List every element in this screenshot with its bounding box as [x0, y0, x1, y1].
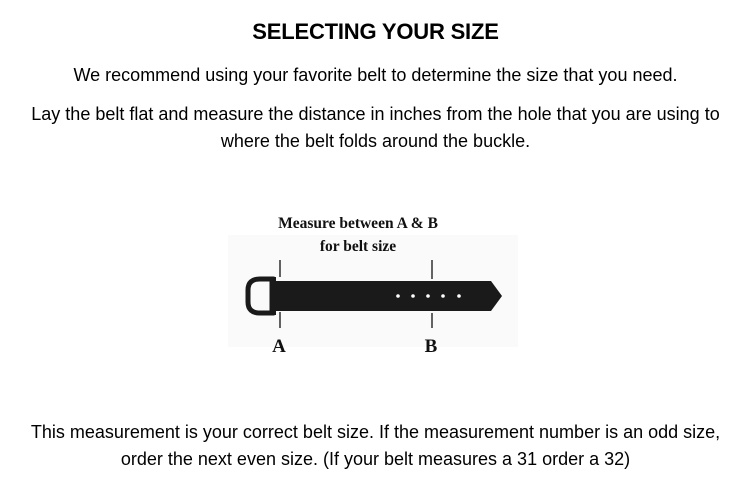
instructions-text: Lay the belt flat and measure the distance in inches from the hole that you are using to where the belt folds around the buckle.	[31, 104, 720, 151]
buckle-bar	[270, 277, 276, 315]
diagram-caption-line1: Measure between A & B	[278, 215, 438, 232]
intro-text: We recommend using your favorite belt to determine the size that you need.	[73, 65, 678, 85]
belt-measurement-diagram	[228, 205, 518, 365]
belt-hole	[426, 294, 430, 298]
label-b: B	[424, 336, 438, 357]
belt-strap	[270, 281, 502, 311]
belt-hole	[396, 294, 400, 298]
belt-hole	[457, 294, 461, 298]
belt-hole	[411, 294, 415, 298]
page-title: SELECTING YOUR SIZE	[252, 19, 499, 44]
belt-hole	[441, 294, 445, 298]
footer-text: This measurement is your correct belt size. If the measurement number is an odd size, order the next even size. (If your belt measures a 31 order a 32)	[30, 422, 721, 469]
diagram-caption-line2: for belt size	[319, 238, 397, 255]
label-a: A	[272, 336, 286, 357]
